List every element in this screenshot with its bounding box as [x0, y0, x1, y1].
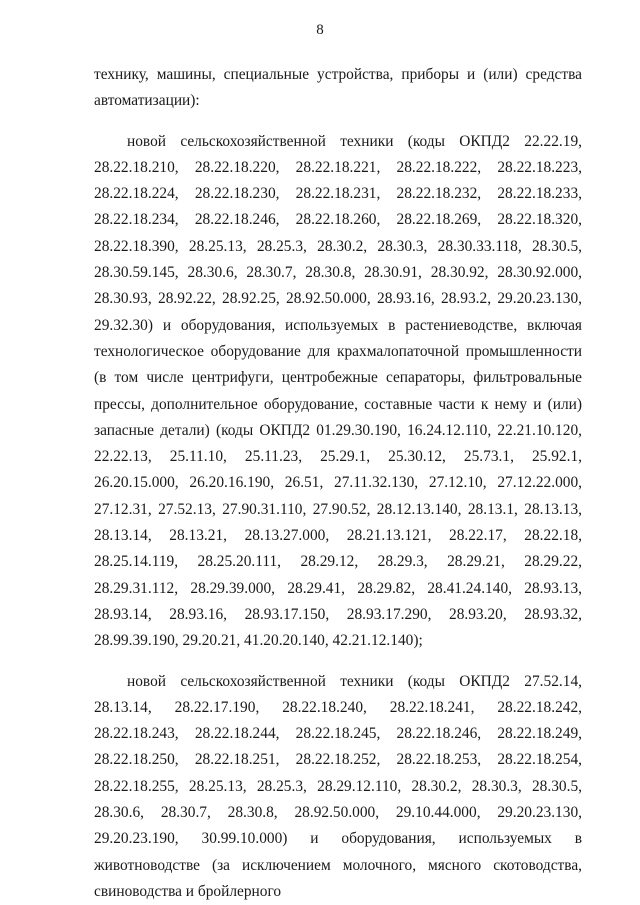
paragraph-crop-equipment: новой сельскохозяйственной техники (коды ОКПД2 22.22.19, 28.22.18.210, 28.22.18.220, 28.22.18.221, 28.22.18.222, 28.22.18.223, 28.22.18.224, 28.22.18.230, 28.22.18.231, 28.22.18.232, 28.22.18.233, 28.22.18.234, 28.22.18.246, 28.22.18.260, 28.22.18.269, 28.22.18.320, 28.22.18.390, 28.25.13, 28.25.3, 28.30.2, 28.30.3, 28.30.33.118, 28.30.5, 28.30.59.145, 28.30.6, 28.30.7, 28.30.8, 28.30.91, 28.30.92, 28.30.92.000, 28.30.93, 28.92.22, 28.92.25, 28.92.50.000, 28.93.16, 28.93.2, 29.20.23.130, 29.32.30) и оборудования, используемых в растениеводстве, включая технологическое оборудование для крахмалопаточной промышленности (в том числе центрифуги, центробежные сепараторы, фильтровальные прессы, дополнительное оборудование, составные части к нему и (или) запасные детали) (коды ОКПД2 01.29.30.190, 16.24.12.110, 22.21.10.120, 22.22.13, 25.11.10, 25.11.23, 25.29.1, 25.30.12, 25.73.1, 25.92.1, 26.20.15.000, 26.20.16.190, 26.51, 27.11.32.130, 27.12.10, 27.12.22.000, 27.12.31, 27.52.13, 27.90.31.110, 27.90.52, 28.12.13.140, 28.13.1, 28.13.13, 28.13.14, 28.13.21, 28.13.27.000, 28.21.13.121, 28.22.17, 28.22.18, 28.25.14.119, 28.25.20.111, 28.29.12, 28.29.3, 28.29.21, 28.29.22, 28.29.31.112, 28.29.39.000, 28.29.41, 28.29.82, 28.41.24.140, 28.93.13, 28.93.14, 28.93.16, 28.93.17.150, 28.93.17.290, 28.93.20, 28.93.32, 28.99.39.190, 29.20.21, 41.20.20.140, 42.21.12.140); — [94, 132, 582, 650]
paragraph-continuation: технику, машины, специальные устройства, приборы и (или) средства автоматизации): — [94, 66, 582, 110]
document-body — [94, 62, 582, 905]
paragraph-livestock-equipment: новой сельскохозяйственной техники (коды ОКПД2 27.52.14, 28.13.14, 28.22.17.190, 28.22.18.240, 28.22.18.241, 28.22.18.242, 28.22.18.243, 28.22.18.244, 28.22.18.245, 28.22.18.246, 28.22.18.249, 28.22.18.250, 28.22.18.251, 28.22.18.252, 28.22.18.253, 28.22.18.254, 28.22.18.255, 28.25.13, 28.25.3, 28.29.12.110, 28.30.2, 28.30.3, 28.30.5, 28.30.6, 28.30.7, 28.30.8, 28.92.50.000, 29.10.44.000, 29.20.23.130, 29.20.23.190, 30.99.10.000) и оборудования, используемых в животноводстве (за исключением молочного, мясного скотоводства, свиноводства и бройлерного — [94, 672, 582, 900]
page-number: 8 — [316, 22, 324, 38]
